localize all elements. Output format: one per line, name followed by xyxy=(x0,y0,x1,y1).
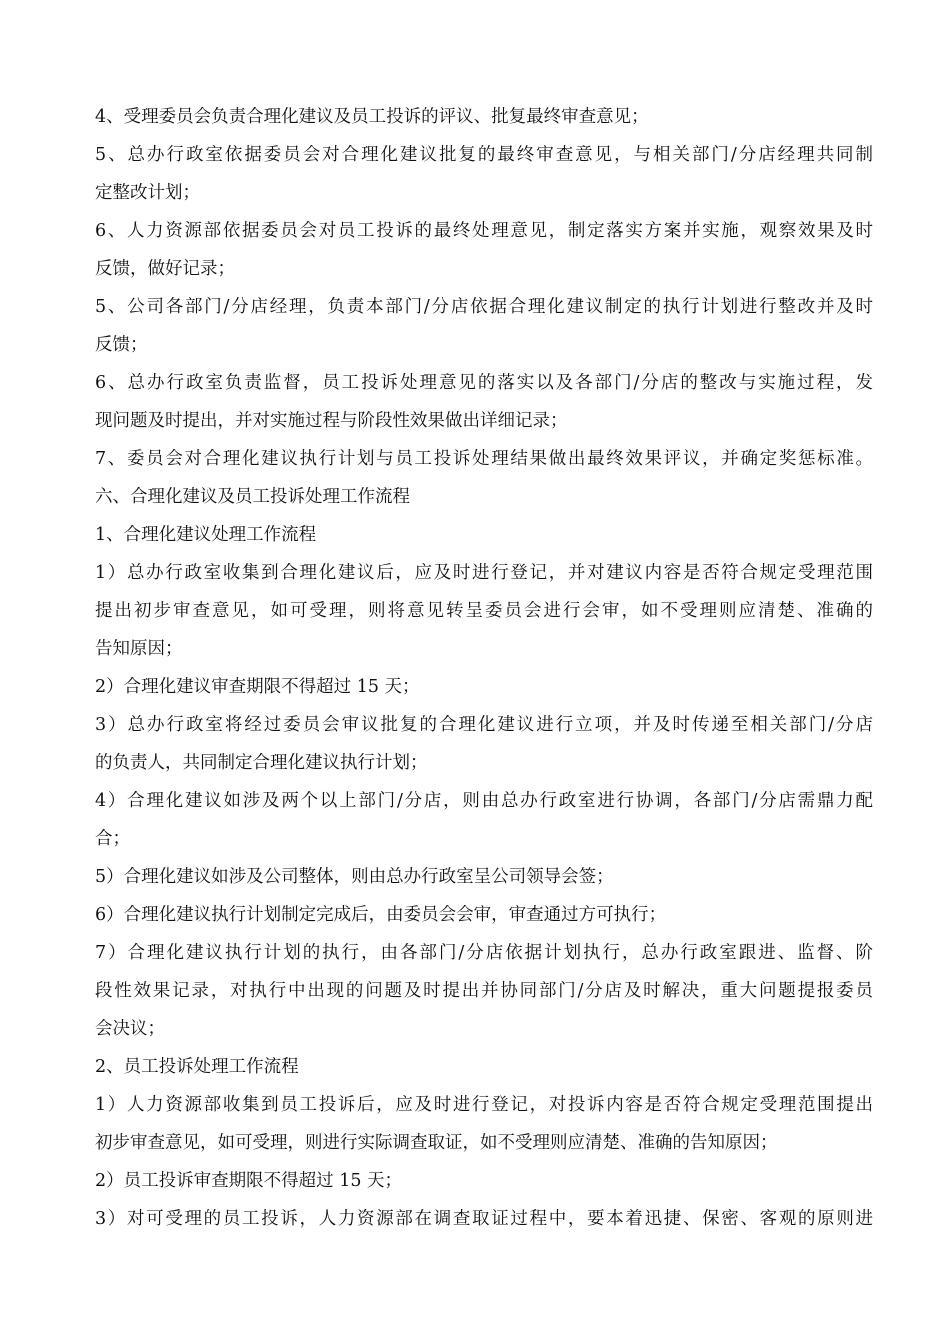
paragraph-line: 的负责人，共同制定合理化建议执行计划； xyxy=(95,753,428,773)
paragraph-line: 7、委员会对合理化建议执行计划与员工投诉处理结果做出最终效果评议，并确定奖惩标准。 xyxy=(95,449,873,469)
paragraph-line: 4、受理委员会负责合理化建议及员工投诉的评议、批复最终审查意见； xyxy=(95,107,649,127)
paragraph-line: 6）合理化建议执行计划制定完成后，由委员会会审，审查通过方可执行； xyxy=(95,905,667,925)
paragraph-line: 定整改计划； xyxy=(95,183,200,203)
paragraph-line: 6、人力资源部依据委员会对员工投诉的最终处理意见，制定落实方案并实施，观察效果及时 xyxy=(95,221,873,241)
subsection-heading: 2、员工投诉处理工作流程 xyxy=(95,1057,299,1077)
paragraph-line: 3）对可受理的员工投诉，人力资源部在调查取证过程中，要本着迅捷、保密、客观的原则进 xyxy=(95,1209,873,1229)
paragraph-line: 段性效果记录，对执行中出现的问题及时提出并协同部门/分店及时解决，重大问题提报委员 xyxy=(95,981,873,1001)
paragraph-line: 现问题及时提出，并对实施过程与阶段性效果做出详细记录； xyxy=(95,411,568,431)
subsection-heading: 1、合理化建议处理工作流程 xyxy=(95,525,317,545)
document-body xyxy=(95,98,873,1238)
paragraph-line: 提出初步审查意见，如可受理，则将意见转呈委员会进行会审，如不受理则应清楚、准确的 xyxy=(95,601,873,621)
paragraph-line: 反馈，做好记录； xyxy=(95,259,235,279)
paragraph-line: 5、公司各部门/分店经理，负责本部门/分店依据合理化建议制定的执行计划进行整改并及时 xyxy=(95,297,873,317)
paragraph-line: 7）合理化建议执行计划的执行，由各部门/分店依据计划执行，总办行政室跟进、监督、阶 xyxy=(95,943,873,963)
paragraph-line: 会决议； xyxy=(95,1019,165,1039)
paragraph-line: 告知原因； xyxy=(95,639,183,659)
paragraph-line: 5、总办行政室依据委员会对合理化建议批复的最终审查意见，与相关部门/分店经理共同制 xyxy=(95,145,873,165)
paragraph-line: 反馈； xyxy=(95,335,148,355)
paragraph-line: 6、总办行政室负责监督，员工投诉处理意见的落实以及各部门/分店的整改与实施过程，发 xyxy=(95,373,873,393)
section-heading: 六、合理化建议及员工投诉处理工作流程 xyxy=(95,487,410,507)
paragraph-line: 2）合理化建议审查期限不得超过 15 天； xyxy=(95,677,420,697)
paragraph-line: 5）合理化建议如涉及公司整体，则由总办行政室呈公司领导会签； xyxy=(95,867,614,887)
paragraph-line: 初步审查意见，如可受理，则进行实际调查取证，如不受理则应清楚、准确的告知原因； xyxy=(95,1133,778,1153)
paragraph-line: 1）总办行政室收集到合理化建议后，应及时进行登记，并对建议内容是否符合规定受理范围 xyxy=(95,563,873,583)
paragraph-line: 2）员工投诉审查期限不得超过 15 天； xyxy=(95,1171,403,1191)
paragraph-line: 合； xyxy=(95,829,130,849)
paragraph-line: 1）人力资源部收集到员工投诉后，应及时进行登记，对投诉内容是否符合规定受理范围提出 xyxy=(95,1095,873,1115)
paragraph-line: 4）合理化建议如涉及两个以上部门/分店，则由总办行政室进行协调，各部门/分店需鼎力配 xyxy=(95,791,873,811)
paragraph-line: 3）总办行政室将经过委员会审议批复的合理化建议进行立项，并及时传递至相关部门/分店 xyxy=(95,715,873,735)
